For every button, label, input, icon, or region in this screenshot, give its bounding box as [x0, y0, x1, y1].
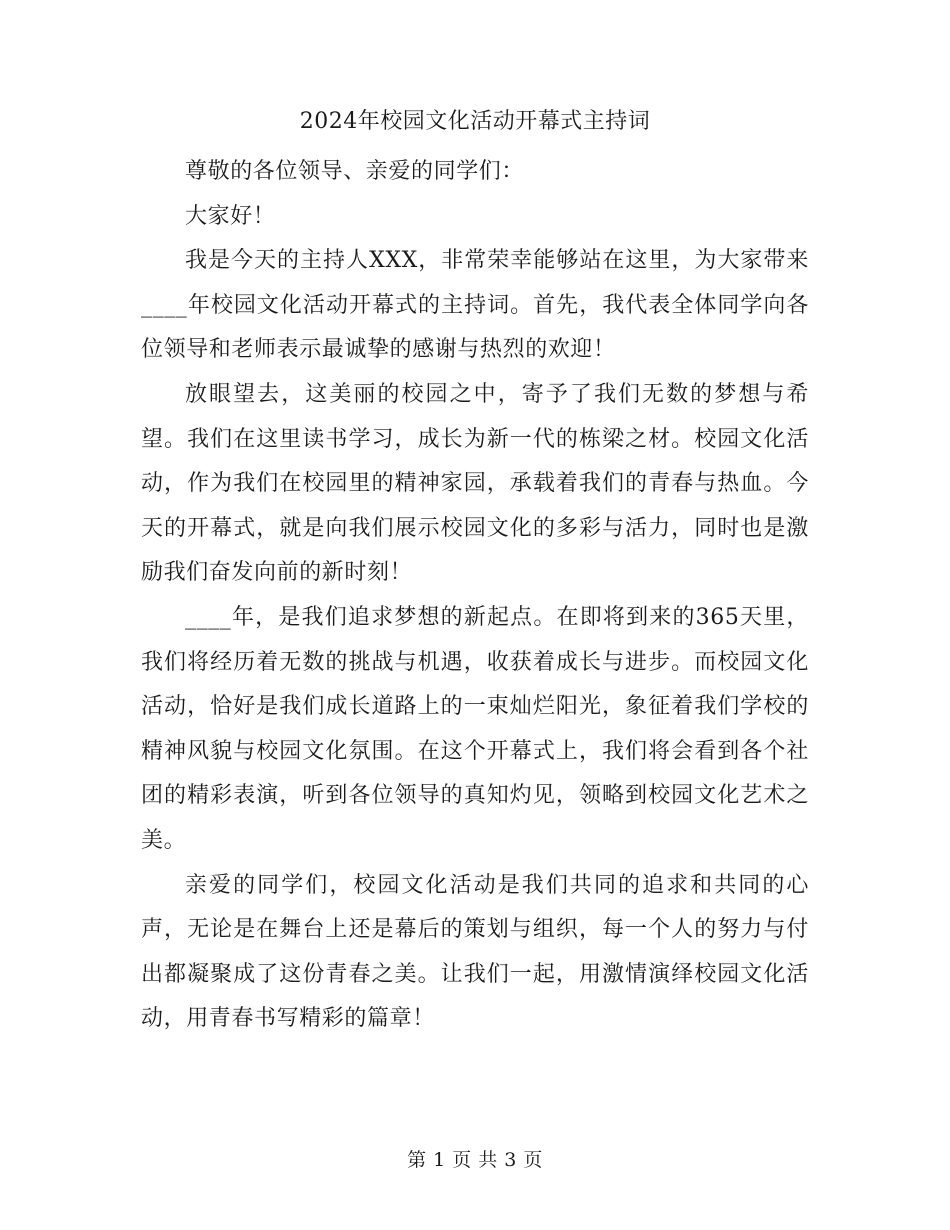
paragraph-introduction: 我是今天的主持人XXX，非常荣幸能够站在这里，为大家带来____年校园文化活动开幕式的主持词。首先，我代表全体同学向各位领导和老师表示最诚挚的感谢与热烈的欢迎！	[141, 248, 809, 363]
page-number-label: 第 1 页 共 3 页	[407, 1149, 543, 1171]
document-title: 2024年校园文化活动开幕式主持词	[299, 109, 651, 134]
paragraph-new-year: ____年，是我们追求梦想的新起点。在即将到来的365天里，我们将经历着无数的挑战与机遇，收获着成长与进步。而校园文化活动，恰好是我们成长道路上的一束灿烂阳光，象征着我们学校的精神风貌与校园文化氛围。在这个开幕式上，我们将会看到各个社团的精彩表演，听到各位领导的真知灼见，领略到校园文化艺术之美。	[141, 604, 809, 853]
paragraph-salutation: 尊敬的各位领导、亲爱的同学们：	[185, 159, 525, 184]
paragraph-greeting: 大家好！	[185, 203, 276, 229]
document-body	[141, 150, 809, 1042]
paragraph-closing: 亲爱的同学们，校园文化活动是我们共同的追求和共同的心声，无论是在舞台上还是幕后的策划与组织，每一个人的努力与付出都凝聚成了这份青春之美。让我们一起，用激情演绎校园文化活动，用青春书写精彩的篇章！	[141, 872, 809, 1032]
page-footer	[0, 1146, 950, 1174]
paragraph-campus-vision: 放眼望去，这美丽的校园之中，寄予了我们无数的梦想与希望。我们在这里读书学习，成长为新一代的栋梁之材。校园文化活动，作为我们在校园里的精神家园，承载着我们的青春与热血。今天的开幕式，就是向我们展示校园文化的多彩与活力，同时也是激励我们奋发向前的新时刻！	[141, 381, 809, 586]
